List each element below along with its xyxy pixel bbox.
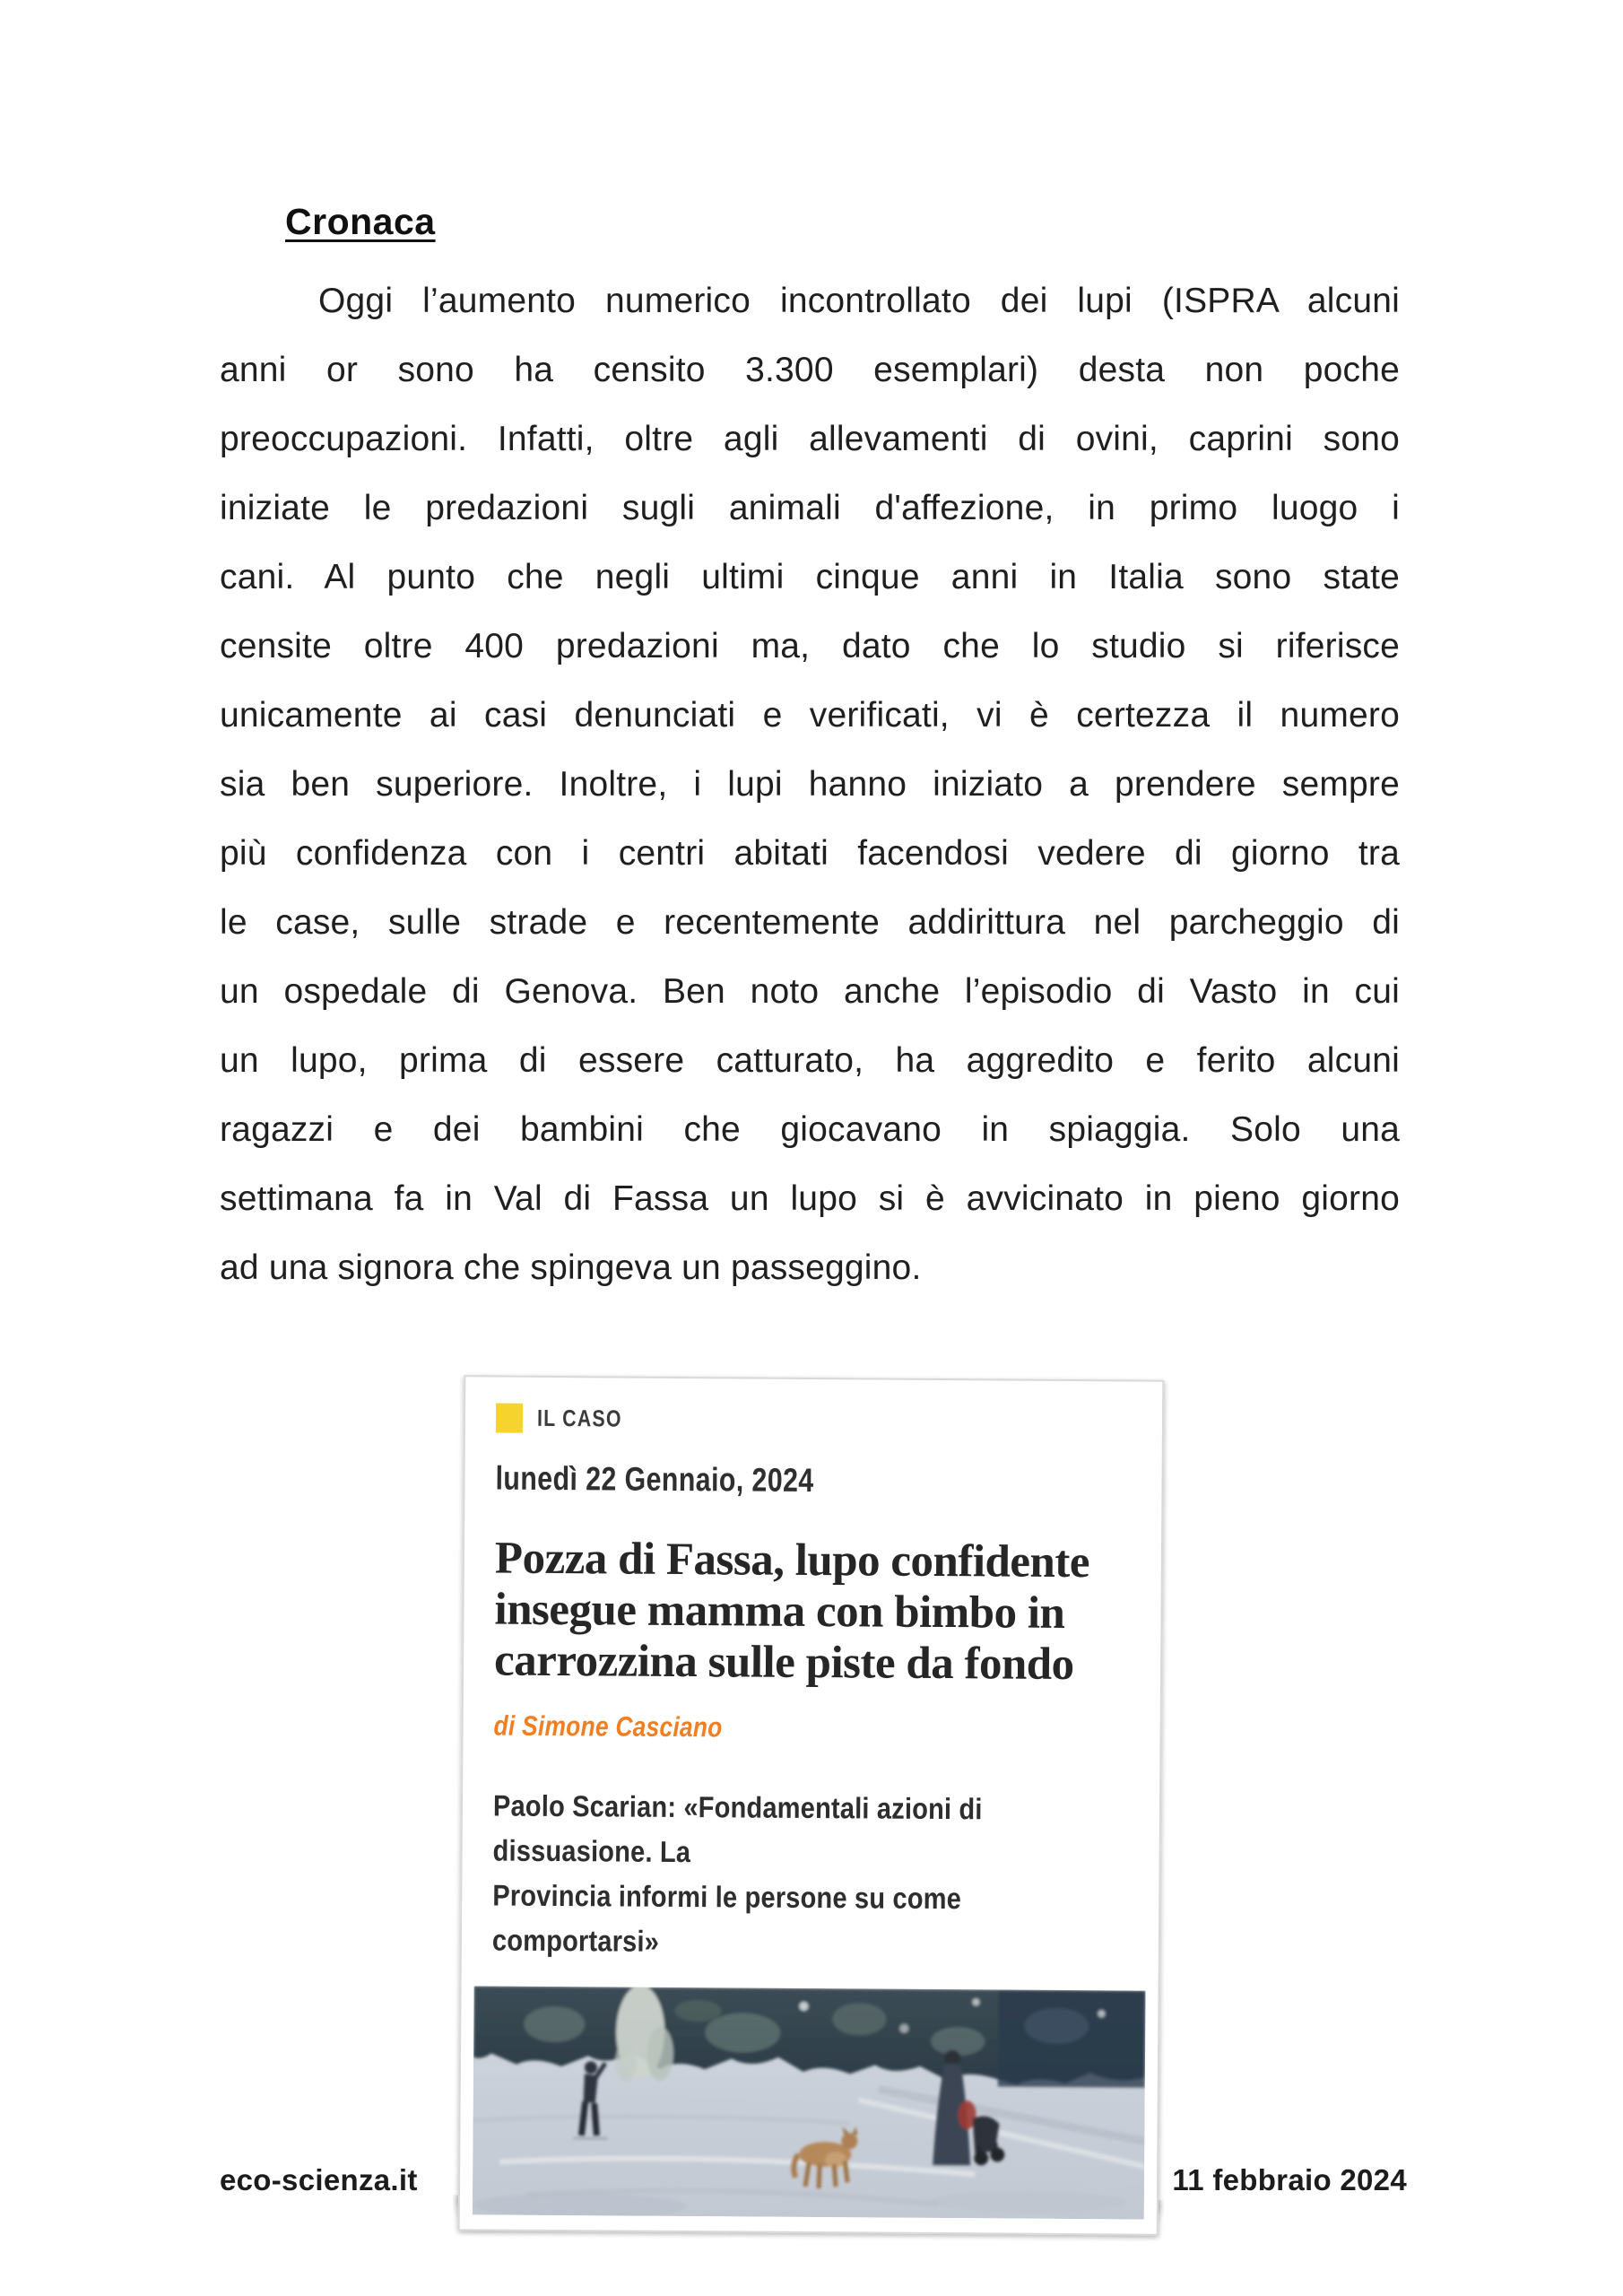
page-footer — [220, 2163, 1407, 2197]
article-text-line: un lupo, prima di essere catturato, ha aggredito e ferito alcuni — [220, 1041, 1400, 1080]
article-text-line: ragazzi e dei bambini che giocavano in spiaggia. Solo una — [220, 1110, 1400, 1149]
article-text-line: iniziate le predazioni sugli animali d'affezione, in primo luogo i — [220, 489, 1400, 527]
card-headline — [494, 1534, 1131, 1692]
article-text-line: Oggi l’aumento numerico incontrollato dei lupi (ISPRA alcuni — [318, 282, 1400, 320]
article-body — [220, 201, 1400, 1302]
kicker-row — [496, 1403, 1132, 1438]
kicker-color-swatch — [496, 1403, 523, 1432]
footer-date: 11 febbraio 2024 — [1172, 2163, 1407, 2196]
headline-line: insegue mamma con bimbo in — [494, 1584, 1065, 1639]
article-text-line: cani. Al punto che negli ultimi cinque anni in Italia sono state — [220, 558, 1400, 596]
article-text-line: anni or sono ha censito 3.300 esemplari) desta non poche — [220, 351, 1400, 389]
article-text-line: più confidenza con i centri abitati facendosi vedere di giorno tra — [220, 834, 1400, 873]
article-text-line: preoccupazioni. Infatti, oltre agli allevamenti di ovini, caprini sono — [220, 420, 1400, 458]
headline-line: Pozza di Fassa, lupo confidente — [494, 1533, 1090, 1588]
headline-line: carrozzina sulle piste da fondo — [493, 1635, 1074, 1691]
footer-site: eco-scienza.it — [220, 2163, 418, 2196]
article-text-line: le case, sulle strade e recentemente addirittura nel parcheggio di — [220, 903, 1400, 942]
article-text-line: unicamente ai casi denunciati e verificati, vi è certezza il numero — [220, 696, 1400, 735]
kicker-label: IL CASO — [536, 1404, 622, 1432]
card-date: lunedì 22 Gennaio, 2024 — [495, 1459, 814, 1500]
news-card — [458, 1375, 1165, 2235]
card-byline: di Simone Casciano — [493, 1709, 723, 1744]
article-text-line: sia ben superiore. Inoltre, i lupi hanno iniziato a prendere sempre — [220, 765, 1400, 804]
news-card-wrapper — [458, 1375, 1165, 2235]
article-text-line: ad una signora che spingeva un passeggino. — [220, 1248, 922, 1287]
article-paragraph — [220, 266, 1400, 1302]
section-title: Cronaca — [285, 201, 436, 242]
article-text-line: censite oltre 400 predazioni ma, dato che lo studio si riferisce — [220, 627, 1400, 665]
card-standfirst — [492, 1784, 1129, 1968]
article-text-line: settimana fa in Val di Fassa un lupo si è avvicinato in pieno giorno — [220, 1179, 1400, 1218]
standfirst-line: Provincia informi le persone su come comportarsi» — [491, 1878, 962, 1958]
standfirst-line: Paolo Scarian: «Fondamentali azioni di dissuasione. La — [492, 1788, 983, 1869]
article-text-line: un ospedale di Genova. Ben noto anche l’episodio di Vasto in cui — [220, 972, 1400, 1011]
